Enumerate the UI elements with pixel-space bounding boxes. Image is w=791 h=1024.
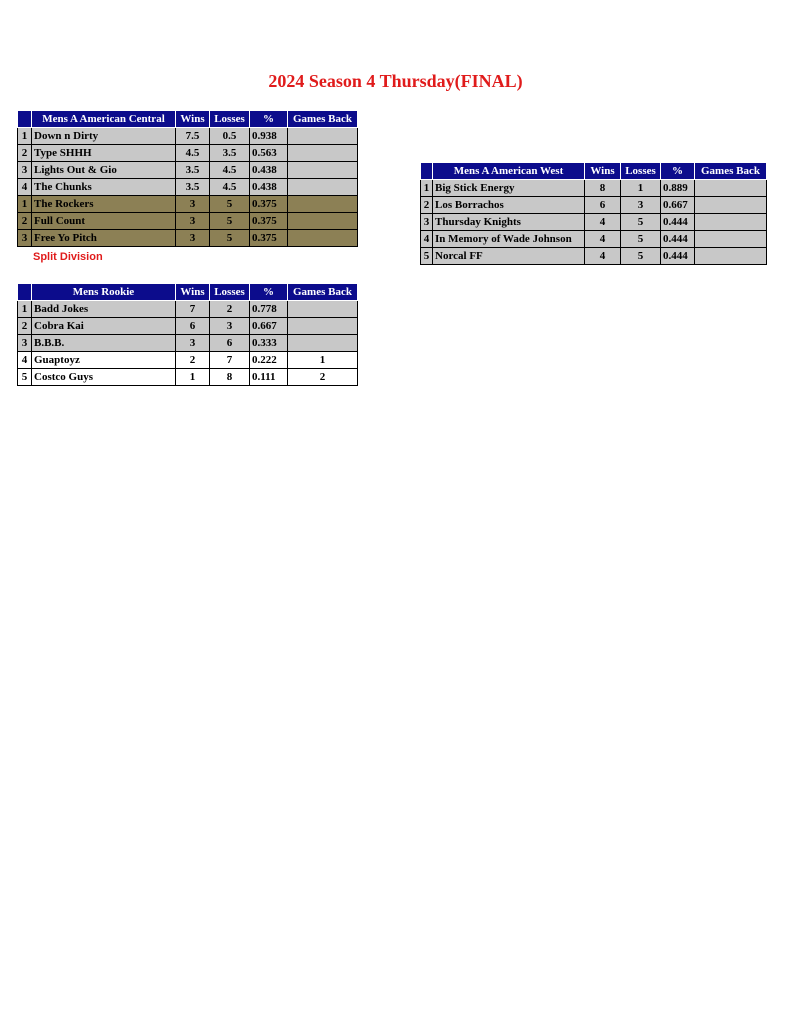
- wins-cell: 4: [585, 231, 621, 248]
- wins-cell: 4: [585, 214, 621, 231]
- pct-cell: 0.375: [250, 213, 288, 230]
- team-cell: Cobra Kai: [32, 318, 176, 335]
- table-row: [18, 162, 358, 179]
- games-back-cell: [288, 335, 358, 352]
- table-row: [18, 179, 358, 196]
- games-back-cell: [288, 128, 358, 145]
- team-cell: Free Yo Pitch: [32, 230, 176, 247]
- wins-cell: 7.5: [176, 128, 210, 145]
- division-header: Mens Rookie: [32, 284, 176, 301]
- pct-header: %: [250, 111, 288, 128]
- wins-cell: 6: [176, 318, 210, 335]
- losses-cell: 4.5: [210, 162, 250, 179]
- losses-cell: 5: [210, 213, 250, 230]
- games-back-cell: [695, 231, 767, 248]
- rank-cell: 3: [421, 214, 433, 231]
- rank-cell: 2: [18, 318, 32, 335]
- games-back-cell: 1: [288, 352, 358, 369]
- pct-cell: 0.563: [250, 145, 288, 162]
- wins-header: Wins: [176, 284, 210, 301]
- games-back-cell: [695, 197, 767, 214]
- wins-cell: 3: [176, 196, 210, 213]
- games-back-cell: [288, 230, 358, 247]
- games-back-header: Games Back: [695, 163, 767, 180]
- rank-cell: 3: [18, 230, 32, 247]
- games-back-cell: [288, 318, 358, 335]
- wins-cell: 3: [176, 230, 210, 247]
- pct-cell: 0.444: [661, 248, 695, 265]
- table-row: [421, 197, 767, 214]
- pct-cell: 0.444: [661, 231, 695, 248]
- split-division-note: Split Division: [33, 251, 103, 263]
- games-back-cell: [288, 213, 358, 230]
- table-header-row: [18, 111, 358, 128]
- rank-cell: 4: [18, 352, 32, 369]
- table-header-row: [421, 163, 767, 180]
- losses-cell: 2: [210, 301, 250, 318]
- pct-cell: 0.444: [661, 214, 695, 231]
- team-cell: Full Count: [32, 213, 176, 230]
- table-row: [421, 248, 767, 265]
- rank-cell: 3: [18, 162, 32, 179]
- games-back-header: Games Back: [288, 284, 358, 301]
- pct-cell: 0.667: [250, 318, 288, 335]
- wins-header: Wins: [176, 111, 210, 128]
- division-header: Mens A American West: [433, 163, 585, 180]
- table-row: [18, 352, 358, 369]
- team-cell: Lights Out & Gio: [32, 162, 176, 179]
- rank-cell: 5: [421, 248, 433, 265]
- pct-cell: 0.375: [250, 230, 288, 247]
- losses-header: Losses: [210, 284, 250, 301]
- wins-cell: 4: [585, 248, 621, 265]
- rank-cell: 1: [18, 301, 32, 318]
- games-back-header: Games Back: [288, 111, 358, 128]
- table-row: [18, 335, 358, 352]
- team-cell: Big Stick Energy: [433, 180, 585, 197]
- games-back-cell: [288, 145, 358, 162]
- wins-cell: 8: [585, 180, 621, 197]
- rank-cell: 4: [421, 231, 433, 248]
- team-cell: In Memory of Wade Johnson: [433, 231, 585, 248]
- games-back-cell: [288, 162, 358, 179]
- losses-cell: 5: [621, 248, 661, 265]
- games-back-cell: [695, 214, 767, 231]
- games-back-cell: [288, 179, 358, 196]
- wins-cell: 6: [585, 197, 621, 214]
- table-row: [421, 180, 767, 197]
- rank-cell: 2: [18, 145, 32, 162]
- games-back-cell: 2: [288, 369, 358, 386]
- team-cell: Down n Dirty: [32, 128, 176, 145]
- table-row: [18, 318, 358, 335]
- rank-cell: 1: [18, 128, 32, 145]
- table-row: [421, 214, 767, 231]
- team-cell: Norcal FF: [433, 248, 585, 265]
- pct-header: %: [661, 163, 695, 180]
- team-cell: Guaptoyz: [32, 352, 176, 369]
- losses-cell: 7: [210, 352, 250, 369]
- losses-cell: 5: [621, 231, 661, 248]
- central-standings-table: [17, 110, 358, 247]
- losses-cell: 0.5: [210, 128, 250, 145]
- losses-cell: 3: [621, 197, 661, 214]
- losses-cell: 3.5: [210, 145, 250, 162]
- rank-cell: 4: [18, 179, 32, 196]
- team-cell: Badd Jokes: [32, 301, 176, 318]
- table-header-row: [18, 284, 358, 301]
- pct-cell: 0.438: [250, 179, 288, 196]
- losses-cell: 5: [621, 214, 661, 231]
- table-row: [18, 301, 358, 318]
- losses-cell: 4.5: [210, 179, 250, 196]
- games-back-cell: [288, 196, 358, 213]
- losses-cell: 3: [210, 318, 250, 335]
- wins-cell: 3.5: [176, 179, 210, 196]
- division-header: Mens A American Central: [32, 111, 176, 128]
- table-row: [421, 231, 767, 248]
- losses-header: Losses: [621, 163, 661, 180]
- losses-cell: 6: [210, 335, 250, 352]
- wins-cell: 1: [176, 369, 210, 386]
- split-division-row: [18, 196, 358, 213]
- page-title: 2024 Season 4 Thursday(FINAL): [268, 71, 523, 91]
- games-back-cell: [288, 301, 358, 318]
- team-cell: Type SHHH: [32, 145, 176, 162]
- losses-header: Losses: [210, 111, 250, 128]
- rank-cell: 1: [18, 196, 32, 213]
- west-standings-table: [420, 162, 767, 265]
- pct-cell: 0.938: [250, 128, 288, 145]
- wins-header: Wins: [585, 163, 621, 180]
- losses-cell: 8: [210, 369, 250, 386]
- rank-cell: 3: [18, 335, 32, 352]
- rank-cell: 2: [18, 213, 32, 230]
- pct-cell: 0.333: [250, 335, 288, 352]
- pct-cell: 0.778: [250, 301, 288, 318]
- rank-header: [18, 111, 32, 128]
- wins-cell: 7: [176, 301, 210, 318]
- team-cell: B.B.B.: [32, 335, 176, 352]
- wins-cell: 4.5: [176, 145, 210, 162]
- pct-cell: 0.667: [661, 197, 695, 214]
- table-row: [18, 369, 358, 386]
- losses-cell: 5: [210, 196, 250, 213]
- losses-cell: 1: [621, 180, 661, 197]
- table-row: [18, 145, 358, 162]
- table-row: [18, 128, 358, 145]
- wins-cell: 3: [176, 335, 210, 352]
- games-back-cell: [695, 248, 767, 265]
- team-cell: The Rockers: [32, 196, 176, 213]
- team-cell: Los Borrachos: [433, 197, 585, 214]
- rank-cell: 2: [421, 197, 433, 214]
- losses-cell: 5: [210, 230, 250, 247]
- team-cell: Costco Guys: [32, 369, 176, 386]
- team-cell: Thursday Knights: [433, 214, 585, 231]
- rank-cell: 5: [18, 369, 32, 386]
- rank-header: [421, 163, 433, 180]
- pct-cell: 0.111: [250, 369, 288, 386]
- split-division-row: [18, 213, 358, 230]
- wins-cell: 3.5: [176, 162, 210, 179]
- pct-cell: 0.222: [250, 352, 288, 369]
- team-cell: The Chunks: [32, 179, 176, 196]
- split-division-row: [18, 230, 358, 247]
- pct-cell: 0.438: [250, 162, 288, 179]
- games-back-cell: [695, 180, 767, 197]
- pct-cell: 0.889: [661, 180, 695, 197]
- wins-cell: 3: [176, 213, 210, 230]
- rookie-standings-table: [17, 283, 358, 386]
- pct-cell: 0.375: [250, 196, 288, 213]
- wins-cell: 2: [176, 352, 210, 369]
- rank-header: [18, 284, 32, 301]
- pct-header: %: [250, 284, 288, 301]
- rank-cell: 1: [421, 180, 433, 197]
